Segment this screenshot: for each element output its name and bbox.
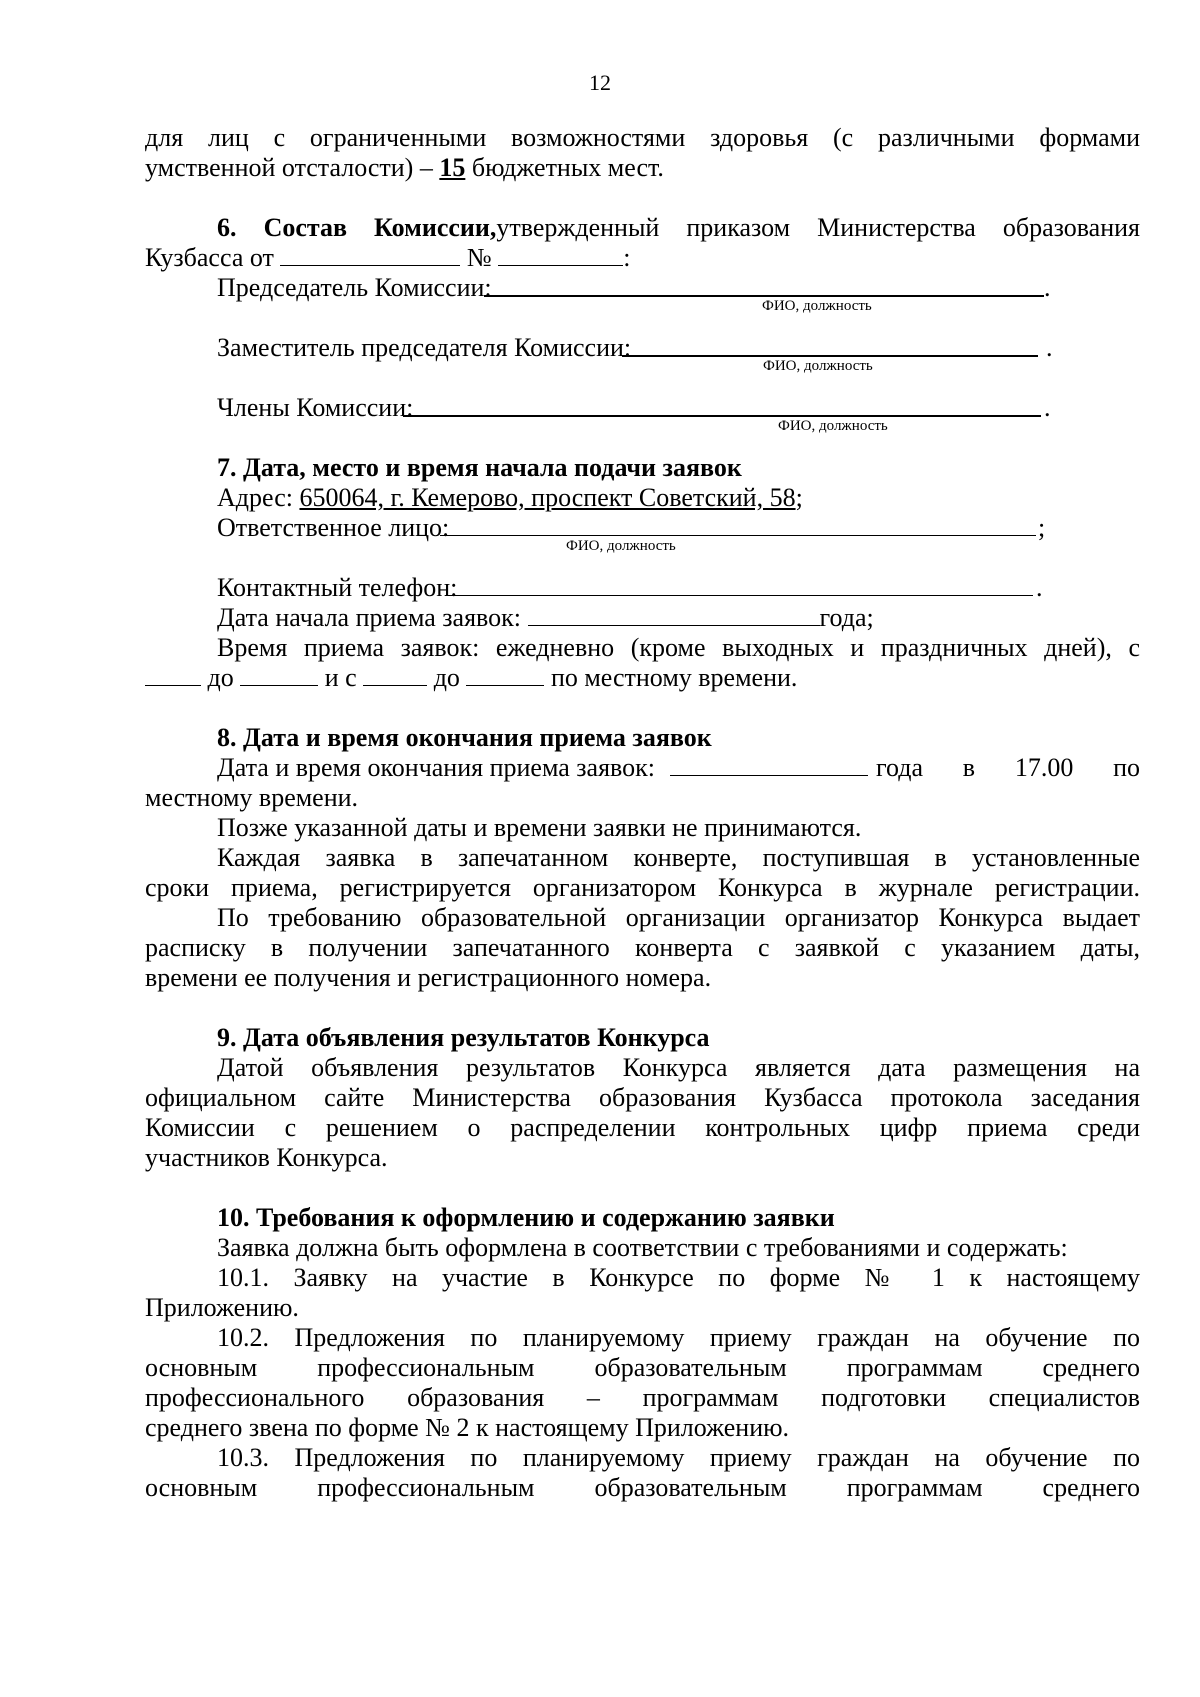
members-line: Члены Комиссии: xyxy=(217,393,414,422)
deputy-blank xyxy=(622,355,1038,357)
chair-caption: ФИО, должность xyxy=(762,298,872,314)
end-date-blank xyxy=(670,775,868,776)
intro-line-2: умственной отсталости) – 15 бюджетных мест. xyxy=(145,153,664,182)
start-date-blank xyxy=(528,603,820,626)
members-blank xyxy=(403,415,1041,417)
responsible-line: Ответственное лицо: xyxy=(217,513,450,542)
order-number-blank xyxy=(498,243,623,266)
end-date-line-2: местному времени. xyxy=(145,783,359,812)
end-date-line: Дата и время окончания приема заявок: xyxy=(217,753,656,782)
section-9-heading: 9. Дата объявления результатов Конкурса xyxy=(217,1023,710,1052)
section-6-order-line: Кузбасса от № : xyxy=(145,243,631,272)
section-7-heading: 7. Дата, место и время начала подачи заявок xyxy=(217,453,742,482)
time-range-line: до и с до по местному времени. xyxy=(145,662,1140,694)
budget-places-count: 15 xyxy=(439,153,466,182)
phone-line: Контактный телефон: xyxy=(217,573,458,602)
responsible-caption: ФИО, должность xyxy=(566,538,676,554)
order-date-blank xyxy=(280,243,460,266)
start-date-line: Дата начала приема заявок: года; xyxy=(217,603,874,632)
section-10-heading: 10. Требования к оформлению и содержанию заявки xyxy=(217,1203,835,1232)
document-page: 12 для лиц с ограниченными возможностями здоровья (с различными формами умственной отсталости) – 15 бюджетных мест. 6. Состав Комиссии,утвержденный приказом Министерства образования Кузбасса от № : Председатель Комиссии: . ФИО, должность Заместитель председателя Комиссии: . ФИО, должность Члены Комиссии: . ФИО, должность 7. Дата, место и время начала подачи заявок Адрес: 650064, г. Кемерово, проспект Советский, 58; Ответственное лицо: ; ФИО, должность Контактный телефон: . Дата начала приема заявок: года; Время приема заявок: ежедневно (кроме выходных и праздничных дней), с до и с до по местному времени. 8. Дата и время окончания приема заявок Дата и время окончания приема заявок: года в 17.00 по местному времени. Позже указанной даты и времени заявки не принимаются. Каждая заявка в запечатанном конверте, поступившая в установленные сроки приема, регистрируется организатором Конкурса в журнале регистрации. По требованию образовательной организации организатор Конкурса выдает расписку в получении запечатанного конверта с заявкой с указанием даты, времени ее получения и регистрационного номера. 9. Дата объявления результатов Конкурса Датой объявления результатов Конкурса является дата размещения на официальном сайте Министерства образования Кузбасса протокола заседания Комиссии с решением о распределении контрольных цифр приема среди участников Конкурса. 10. Требования к оформлению и содержанию заявки Заявка должна быть оформлена в соответствии с требованиями и содержать: 10.1. Заявку на участие в Конкурсе по форме № 1 к настоящему Приложению. 10.2. Предложения по планируемому приему граждан на обучение по основным профессиональным образовательным программам среднего профессионального образования – программам подготовки специалистов среднего звена по форме № 2 к настоящему Приложению. 10.3. Предложения по планируемому приему граждан на обучение по основным профессиональным образовательным программам среднего xyxy=(0,0,1200,1697)
page-number: 12 xyxy=(589,70,611,95)
deputy-line: Заместитель председателя Комиссии: xyxy=(217,333,632,362)
members-caption: ФИО, должность xyxy=(778,418,888,434)
chair-blank xyxy=(484,295,1044,297)
section-8-heading: 8. Дата и время окончания приема заявок xyxy=(217,723,712,752)
address-line: Адрес: 650064, г. Кемерово, проспект Советский, 58; xyxy=(217,483,803,512)
deputy-caption: ФИО, должность xyxy=(763,358,873,374)
address-value: 650064, г. Кемерово, проспект Советский, 58 xyxy=(299,483,796,512)
phone-blank xyxy=(445,595,1033,596)
time-line: Время приема заявок: ежедневно (кроме выходных и праздничных дней), с xyxy=(217,633,1140,662)
intro-line-1: для лиц с ограниченными возможностями здоровья (с различными формами xyxy=(145,123,1140,152)
responsible-blank xyxy=(440,535,1036,536)
section-6-heading: 6. Состав Комиссии,утвержденный приказом Министерства образования xyxy=(217,213,1140,242)
late-notice: Позже указанной даты и времени заявки не принимаются. xyxy=(217,813,862,842)
chair-line: Председатель Комиссии: xyxy=(217,273,492,302)
